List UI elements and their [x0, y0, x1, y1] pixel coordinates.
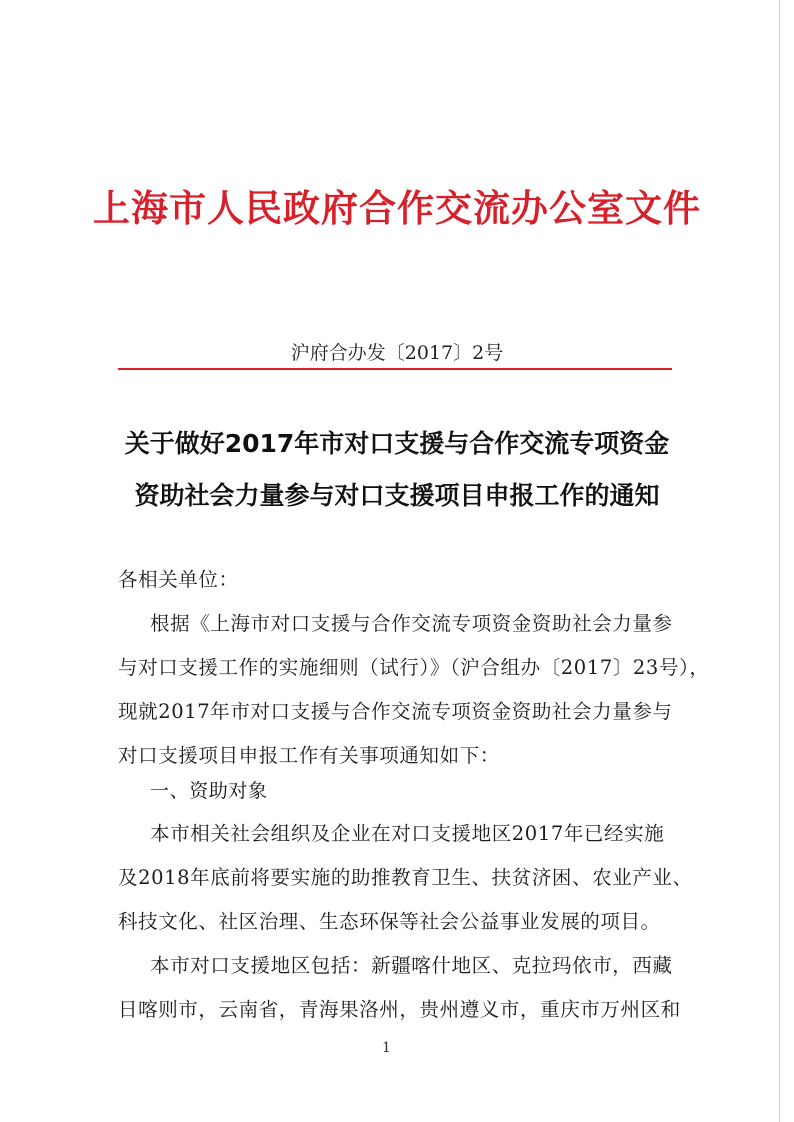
- notice-title-line-2: 资助社会力量参与对口支援项目申报工作的通知: [134, 481, 660, 510]
- issuer-header-title: 上海市人民政府合作交流办公室文件: [93, 186, 701, 230]
- header-divider-rule: [118, 368, 672, 370]
- paragraph-line: 本市对口支援地区包括：新疆喀什地区、克拉玛依市，西藏: [150, 954, 673, 977]
- paragraph-line: 对口支援项目申报工作有关事项通知如下：: [118, 744, 500, 767]
- salutation: 各相关单位：: [118, 568, 239, 591]
- page-number: 1: [382, 1040, 391, 1056]
- paragraph-line: 根据《上海市对口支援与合作交流专项资金资助社会力量参: [150, 612, 673, 635]
- paragraph-line: 及2018年底前将要实施的助推教育卫生、扶贫济困、农业产业、: [118, 866, 693, 889]
- paragraph-line: 与对口支援工作的实施细则（试行）》（沪合组办〔2017〕23号），: [118, 656, 710, 679]
- paragraph-line: 本市相关社会组织及企业在对口支援地区2017年已经实施: [150, 822, 665, 845]
- paragraph-line: 日喀则市，云南省，青海果洛州，贵州遵义市，重庆市万州区和: [118, 998, 681, 1021]
- notice-title-line-1: 关于做好2017年市对口支援与合作交流专项资金: [124, 429, 670, 458]
- paragraph-line: 现就2017年市对口支援与合作交流专项资金资助社会力量参与: [118, 700, 673, 723]
- page-edge-line: [779, 0, 780, 1122]
- section-heading: 一、资助对象: [150, 780, 268, 802]
- paragraph-line: 科技文化、社区治理、生态环保等社会公益事业发展的项目。: [118, 910, 661, 933]
- document-number: 沪府合办发〔2017〕2号: [290, 342, 504, 364]
